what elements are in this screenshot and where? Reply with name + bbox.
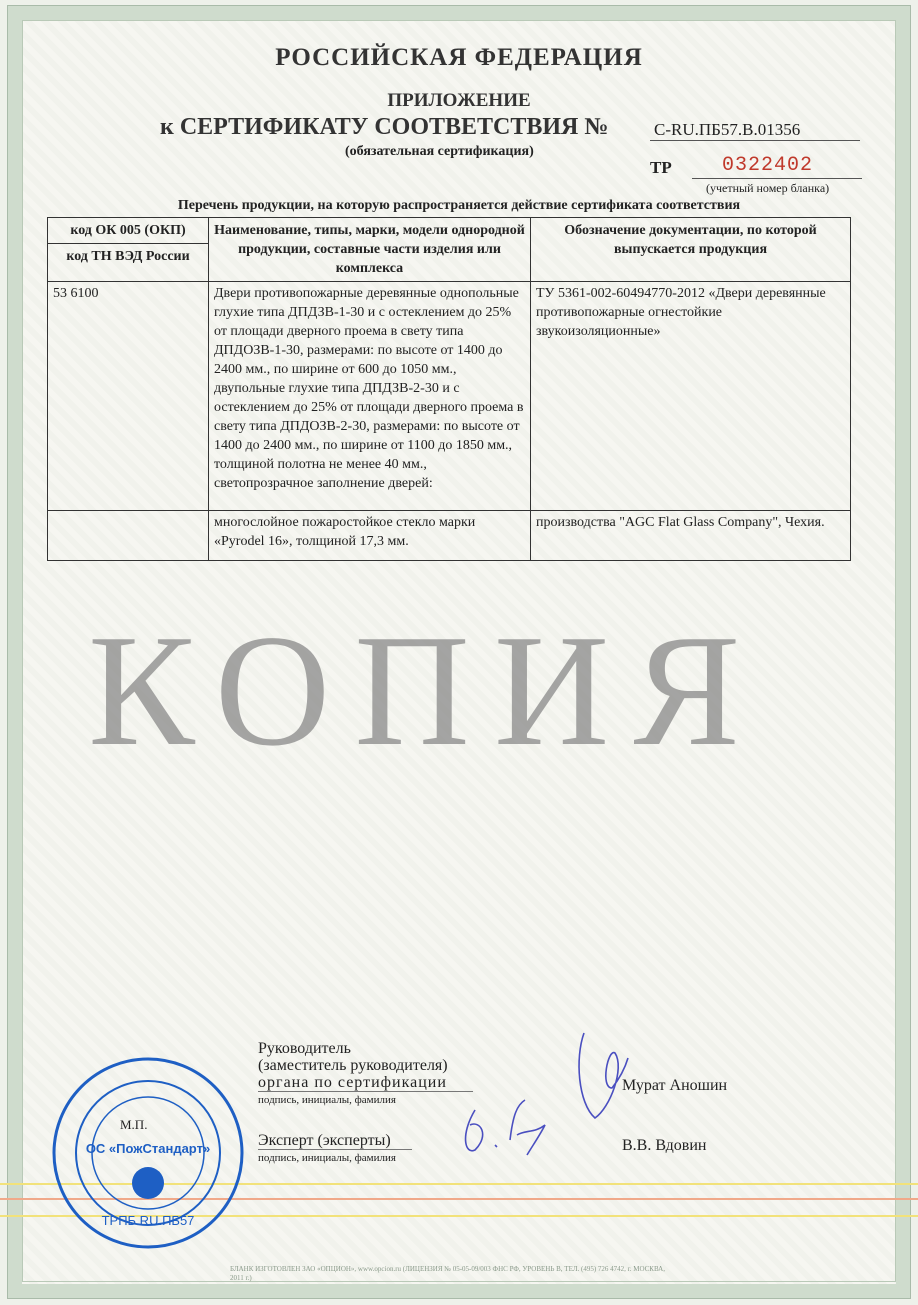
- caption: подпись, инициалы, фамилия: [258, 1094, 396, 1106]
- head-label: Руководитель: [258, 1040, 351, 1057]
- svg-text:ТРПБ.RU.ПБ57: ТРПБ.RU.ПБ57: [101, 1213, 195, 1228]
- head-label: органа по сертификации: [258, 1074, 473, 1092]
- head-label: (заместитель руководителя): [258, 1057, 448, 1074]
- expert-label: Эксперт (эксперты): [258, 1132, 412, 1150]
- products-table: [47, 217, 851, 561]
- expert-name: В.В. Вдовин: [622, 1137, 707, 1154]
- footer-print-info: БЛАНК ИЗГОТОВЛЕН ЗАО «ОПЦИОН», www.opcion.ru (ЛИЦЕНЗИЯ № 05-05-09/003 ФНС РФ, УРОВЕНЬ В, ТЕЛ. (495) 726 4742, г. МОСКВА, 2011 г.): [230, 1265, 665, 1282]
- tr-label: ТР: [650, 158, 672, 177]
- cell-name: Двери противопожарные деревянные однопольные глухие типа ДПДЗВ-1-30 и с остеклением до 25% от площади дверного проема в свету типа ДПДОЗВ-1-30, размерами: по высоте от 1400 до 2400 мм., по ширине от 600 до 1050 мм., двупольные глухие типа ДПДЗВ-2-30 и с остеклением до 25% от площади дверного проема в свету типа ДПДОЗВ-2-30, размерами: по высоте от 1400 до 2400 мм., по ширине от 1100 до 1850 мм., толщиной полотна не менее 40 мм., светопрозрачное заполнение дверей:: [209, 282, 531, 511]
- blank-number-caption: (учетный номер бланка): [706, 181, 830, 195]
- copy-watermark: КОПИЯ: [88, 601, 765, 779]
- header-name: Наименование, типы, марки, модели однородной продукции, составные части изделия или комплекса: [209, 218, 531, 282]
- expert-signature-image: [455, 1095, 565, 1160]
- table-row: [48, 511, 851, 561]
- header-doc: Обозначение документации, по которой выпускается продукция: [531, 218, 851, 282]
- list-title: Перечень продукции, на которую распространяется действие сертификата соответствия: [177, 198, 741, 213]
- head-name: Мурат Аношин: [622, 1077, 728, 1094]
- cell-code: 53 6100: [48, 282, 209, 511]
- expert-signature-block: [258, 1132, 412, 1167]
- seal-stamp: [50, 1055, 246, 1251]
- certification-type: (обязательная сертификация): [345, 144, 534, 159]
- table-row: [48, 282, 851, 511]
- caption: подпись, инициалы, фамилия: [258, 1152, 396, 1164]
- certificate-heading: к СЕРТИФИКАТУ СООТВЕТСТВИЯ №: [160, 114, 609, 140]
- cell-name: многослойное пожаростойкое стекло марки «Pyrodel 16», толщиной 17,3 мм.: [209, 511, 531, 561]
- certificate-number: C-RU.ПБ57.В.01356: [650, 120, 860, 141]
- blank-number: 0322402: [692, 154, 862, 179]
- cell-doc: ТУ 5361-002-60494770-2012 «Двери деревянные противопожарные огнестойкие звукоизоляционные»: [531, 282, 851, 511]
- cell-doc: производства "AGC Flat Glass Company", Чехия.: [531, 511, 851, 561]
- header-okp: код ОК 005 (ОКП): [48, 218, 209, 244]
- appendix-title: ПРИЛОЖЕНИЕ: [387, 90, 531, 111]
- country-title: РОССИЙСКАЯ ФЕДЕРАЦИЯ: [275, 44, 643, 71]
- cell-code: [48, 511, 209, 561]
- head-signature-block: [258, 1040, 473, 1109]
- header-tnved: код ТН ВЭД России: [48, 244, 209, 282]
- seal-place: М.П.: [120, 1117, 148, 1132]
- svg-text:ОС «ПожСтандарт»: ОС «ПожСтандарт»: [85, 1141, 211, 1156]
- head-signature-image: [570, 1028, 640, 1128]
